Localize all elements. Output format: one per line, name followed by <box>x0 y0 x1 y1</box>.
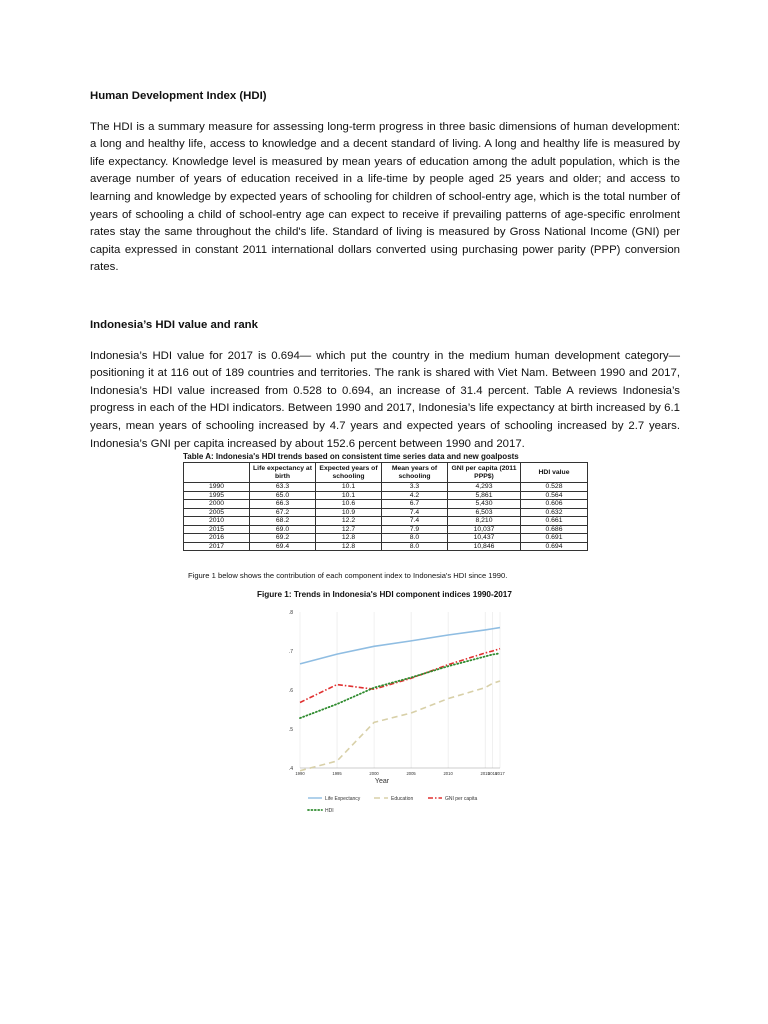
table-cell: 7.4 <box>382 517 448 526</box>
table-cell: 63.3 <box>250 483 316 492</box>
series-line-hdi <box>300 653 500 718</box>
y-tick-label: .4 <box>288 766 293 772</box>
table-cell: 69.0 <box>250 525 316 534</box>
table-cell: 8.0 <box>382 542 448 551</box>
table-row <box>184 508 588 517</box>
header-gni: GNI per capita (2011 PPP$) <box>448 463 521 483</box>
table-cell: 10,037 <box>448 525 521 534</box>
table-cell: 6.7 <box>382 500 448 509</box>
x-tick-label: 2000 <box>369 771 379 776</box>
table-cell: 10,437 <box>448 534 521 543</box>
table-cell: 0.564 <box>521 491 588 500</box>
table-header-row <box>184 463 588 483</box>
table-cell: 10.9 <box>316 508 382 517</box>
table-row <box>184 491 588 500</box>
table-cell: 0.661 <box>521 517 588 526</box>
x-tick-label: 2017 <box>495 771 505 776</box>
table-cell: 2000 <box>184 500 250 509</box>
indonesia-paragraph: Indonesia’s HDI value for 2017 is 0.694— which put the country in the medium human development category—positioning it at 116 out of 189 countries and territories. The rank is shared with Viet Nam. Between 1990 and 2017, Indonesia’s HDI value increased from 0.528 to 0.694, an increase of 31.4 percent. Table A reviews Indonesia’s progress in each of the HDI indicators. Between 1990 and 2017, Indonesia’s life expectancy at birth increased by 6.1 years, mean years of schooling increased by 4.7 years and expected years of schooling increased by 2.7 years. Indonesia’s GNI per capita increased by about 152.6 percent between 1990 and 2017. <box>90 349 680 450</box>
header-year <box>184 463 250 483</box>
header-expected-schooling: Expected years of schooling <box>316 463 382 483</box>
table-cell: 0.694 <box>521 542 588 551</box>
table-row <box>184 525 588 534</box>
table-cell: 0.691 <box>521 534 588 543</box>
table-cell: 7.4 <box>382 508 448 517</box>
table-cell: 2016 <box>184 534 250 543</box>
table-cell: 69.2 <box>250 534 316 543</box>
table-caption: Table A: Indonesia's HDI trends based on consistent time series data and new goalposts <box>183 452 519 461</box>
y-tick-label: .6 <box>288 688 293 694</box>
hdi-components-chart <box>278 600 518 820</box>
y-tick-label: .8 <box>288 610 293 616</box>
y-tick-label: .7 <box>288 649 293 655</box>
table-cell: 5,430 <box>448 500 521 509</box>
figure-note: Figure 1 below shows the contribution of each component index to Indonesia's HDI since 1990. <box>188 571 508 580</box>
table-cell: 12.8 <box>316 542 382 551</box>
table-cell: 67.2 <box>250 508 316 517</box>
hdi-paragraph: The HDI is a summary measure for assessing long-term progress in three basic dimensions of human development: a long and healthy life, access to knowledge and a decent standard of living. A long and healthy life is measured by life expectancy. Knowledge level is measured by mean years of education among the adult population, which is the average number of years of education received in a life-time by people aged 25 years and older; and access to learning and knowledge by expected years of schooling for children of school-entry age, which is the total number of years of schooling a child of school-entry age can expect to receive if prevailing patterns of age-specific enrolment rates stay the same throughout the child's life. Standard of living is measured by Gross National Income (GNI) per capita expressed in constant 2011 international dollars converted using purchasing power parity (PPP) conversion rates. <box>90 120 680 274</box>
legend-label: HDI <box>325 807 334 814</box>
table-cell: 0.632 <box>521 508 588 517</box>
table-cell: 12.7 <box>316 525 382 534</box>
legend-label: Education <box>391 795 414 802</box>
table-cell: 0.606 <box>521 500 588 509</box>
table-cell: 2005 <box>184 508 250 517</box>
table-row <box>184 534 588 543</box>
table-cell: 12.2 <box>316 517 382 526</box>
table-cell: 7.9 <box>382 525 448 534</box>
table-cell: 4,293 <box>448 483 521 492</box>
header-hdi: HDI value <box>521 463 588 483</box>
table-cell: 12.8 <box>316 534 382 543</box>
table-row <box>184 517 588 526</box>
table-cell: 0.528 <box>521 483 588 492</box>
y-tick-label: .5 <box>288 727 293 733</box>
series-line-education <box>300 681 500 771</box>
table-a <box>183 452 587 551</box>
table-cell: 2017 <box>184 542 250 551</box>
table-row <box>184 500 588 509</box>
table-cell: 0.686 <box>521 525 588 534</box>
table-cell: 68.2 <box>250 517 316 526</box>
x-tick-label: 2016 <box>487 771 498 776</box>
document-body <box>90 88 680 453</box>
legend-label: Life Expectancy <box>325 795 361 802</box>
x-tick-label: 1990 <box>295 771 305 776</box>
table-cell: 6,503 <box>448 508 521 517</box>
table-cell: 65.0 <box>250 491 316 500</box>
hdi-heading: Human Development Index (HDI) <box>90 90 267 102</box>
x-tick-label: 2005 <box>406 771 416 776</box>
table-cell: 10.1 <box>316 483 382 492</box>
table-cell: 2010 <box>184 517 250 526</box>
table-cell: 1995 <box>184 491 250 500</box>
table-cell: 10.1 <box>316 491 382 500</box>
table-cell: 10.6 <box>316 500 382 509</box>
table-cell: 5,861 <box>448 491 521 500</box>
header-life-expectancy: Life expectancy at birth <box>250 463 316 483</box>
hdi-table <box>183 462 588 551</box>
table-row <box>184 542 588 551</box>
table-cell: 10,846 <box>448 542 521 551</box>
table-row <box>184 483 588 492</box>
x-tick-label: 2015 <box>480 771 490 776</box>
x-tick-label: 1995 <box>332 771 342 776</box>
table-cell: 8,210 <box>448 517 521 526</box>
table-cell: 4.2 <box>382 491 448 500</box>
table-cell: 1990 <box>184 483 250 492</box>
table-cell: 2015 <box>184 525 250 534</box>
table-cell: 69.4 <box>250 542 316 551</box>
header-mean-schooling: Mean years of schooling <box>382 463 448 483</box>
table-cell: 8.0 <box>382 534 448 543</box>
table-cell: 3.3 <box>382 483 448 492</box>
table-cell: 66.3 <box>250 500 316 509</box>
x-axis-label: Year <box>374 778 390 785</box>
x-tick-label: 2010 <box>443 771 453 776</box>
chart-title: Figure 1: Trends in Indonesia's HDI component indices 1990-2017 <box>257 590 512 599</box>
indonesia-heading: Indonesia’s HDI value and rank <box>90 318 258 331</box>
legend-label: GNI per capita <box>445 795 478 802</box>
